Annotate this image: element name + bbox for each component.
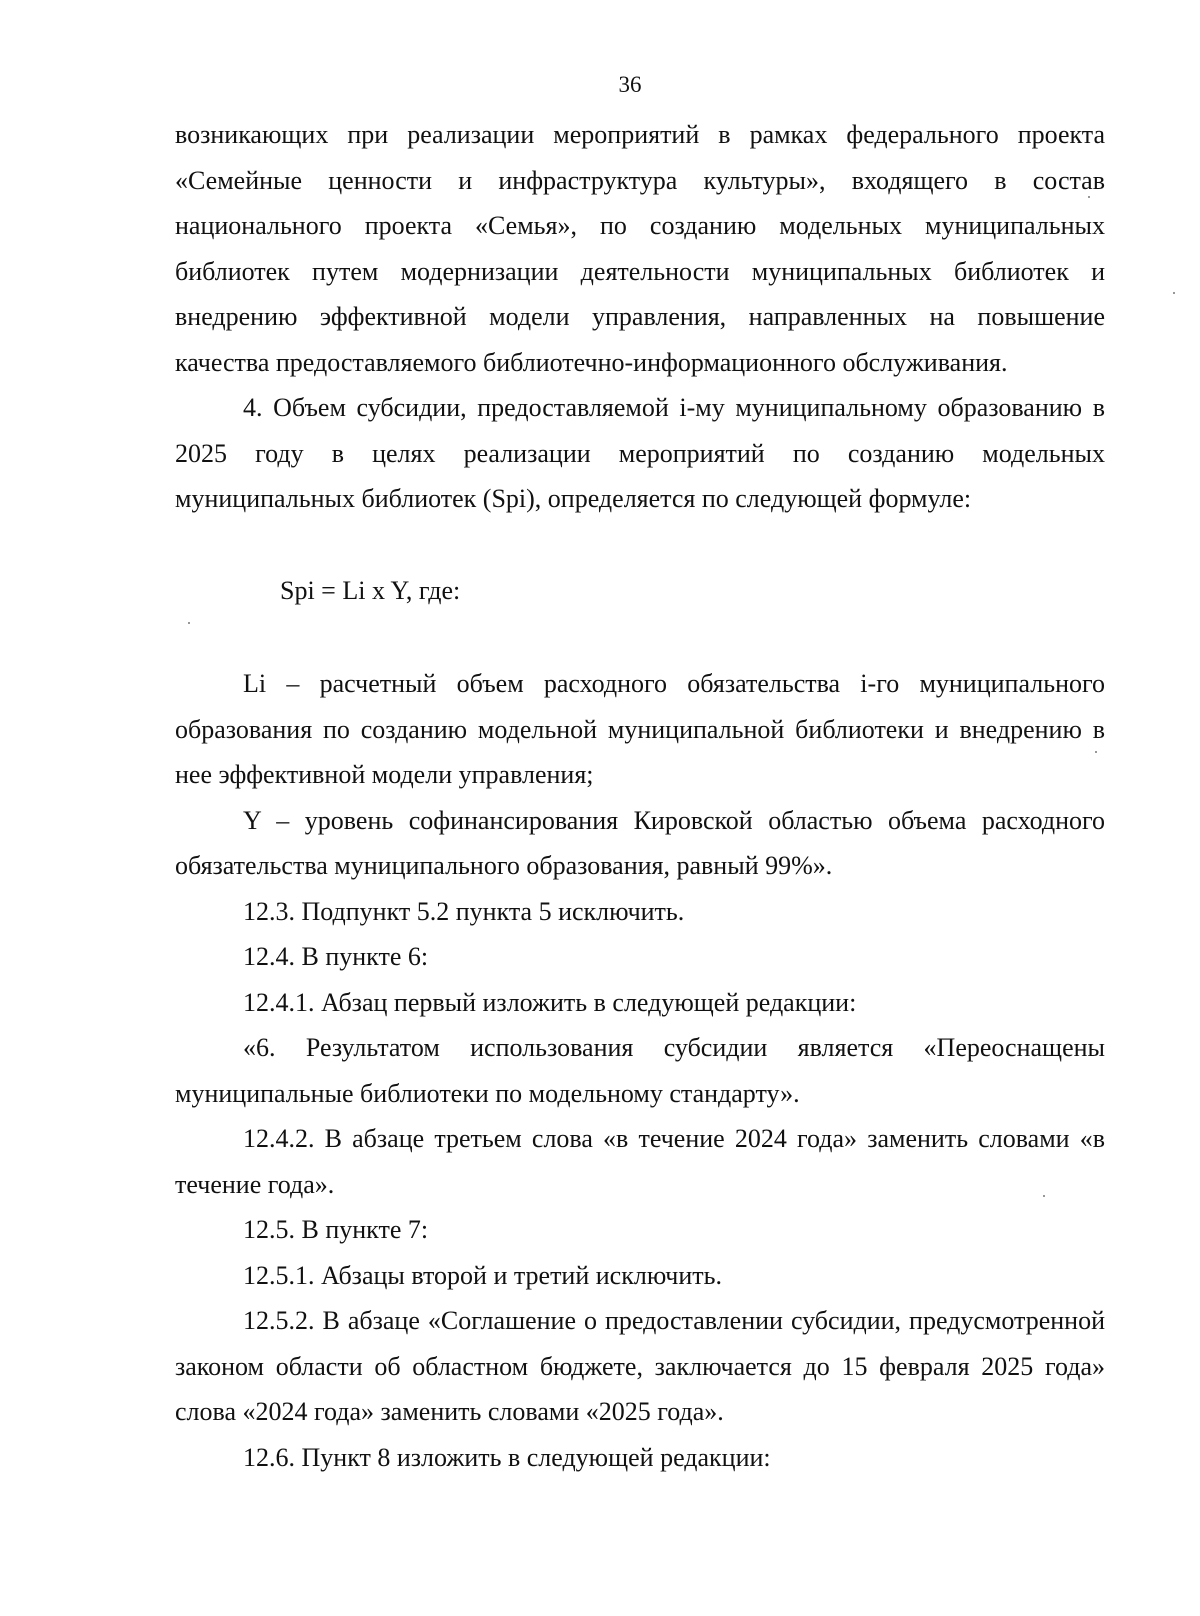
scan-speck bbox=[188, 622, 190, 624]
paragraph-y-definition: Y – уровень софинансирования Кировской областью объема расходного обязательства муниципального образования, равный 99%». bbox=[175, 805, 1105, 880]
paragraph-12-5: 12.5. В пункте 7: bbox=[243, 1215, 429, 1244]
scan-speck bbox=[1088, 196, 1090, 198]
scan-speck bbox=[1095, 751, 1097, 753]
page-number: 36 bbox=[618, 72, 642, 97]
formula: Spi = Li x Y, где: bbox=[280, 575, 461, 605]
paragraph-li-definition: Li – расчетный объем расходного обязательства i-го муниципального образования по созданию модельной муниципальной библиотеки и внедрению в нее эффективной модели управления; bbox=[175, 669, 1105, 789]
scan-speck bbox=[1043, 1195, 1045, 1197]
paragraph-12-4-2: 12.4.2. В абзаце третьем слова «в течение 2024 года» заменить словами «в течение года». bbox=[175, 1124, 1105, 1199]
paragraph-12-5-1: 12.5.1. Абзацы второй и третий исключить. bbox=[243, 1260, 722, 1290]
paragraph-12-5-2: 12.5.2. В абзаце «Соглашение о предоставлении субсидии, предусмотренной законом области об областном бюджете, заключается до 15 февраля 2025 года» слова «2024 года» заменить словами «2025 года». bbox=[175, 1306, 1105, 1426]
paragraph-quote-6: «6. Результатом использования субсидии является «Переоснащены муниципальные библиотеки по модельному стандарту». bbox=[175, 1033, 1105, 1108]
document-body bbox=[175, 112, 1105, 1480]
paragraph-12-6: 12.6. Пункт 8 изложить в следующей редакции: bbox=[243, 1442, 771, 1472]
paragraph-12-3: 12.3. Подпункт 5.2 пункта 5 исключить. bbox=[243, 896, 685, 926]
paragraph-continuation: возникающих при реализации мероприятий в рамках федерального проекта «Семейные ценности и инфраструктура культуры», входящего в состав национального проекта «Семья», по созданию модельных муниципальных библиотек путем модернизации деятельности муниципальных библиотек и внедрению эффективной модели управления, направленных на повышение качества предоставляемого библиотечно-информационного обслуживания. bbox=[175, 120, 1105, 377]
paragraph-item-4: 4. Объем субсидии, предоставляемой i-му муниципальному образованию в 2025 году в целях реализации мероприятий по созданию модельных муниципальных библиотек (Spi), определяется по следующей формуле: bbox=[175, 393, 1105, 513]
paragraph-12-4-1: 12.4.1. Абзац первый изложить в следующей редакции: bbox=[243, 987, 857, 1017]
paragraph-12-4: 12.4. В пункте 6: bbox=[243, 942, 429, 971]
scan-speck bbox=[1173, 292, 1175, 294]
